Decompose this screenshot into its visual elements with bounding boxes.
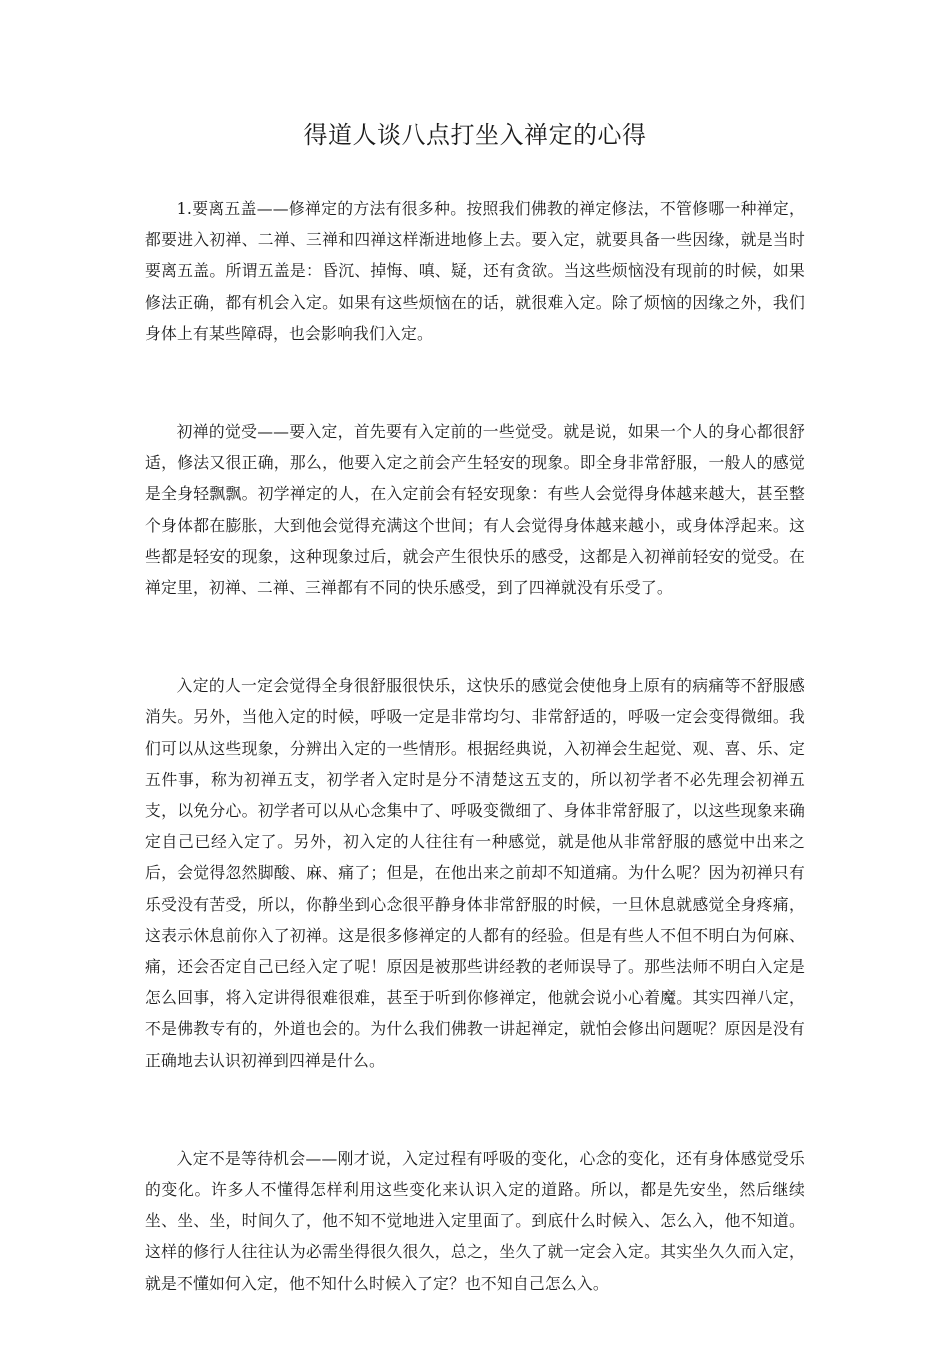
paragraph-ru-ding-kuai-le: 入定的人一定会觉得全身很舒服很快乐，这快乐的感觉会使他身上原有的病痛等不舒服感消失。另外，当他入定的时候，呼吸一定是非常均匀、非常舒适的，呼吸一定会变得微细。我们可以从这些现象，分辨出入定的一些情形。根据经典说，入初禅会生起觉、观、喜、乐、定五件事，称为初禅五支，初学者入定时是分不清楚这五支的，所以初学者不必先理会初禅五支，以免分心。初学者可以从心念集中了、呼吸变微细了、身体非常舒服了，以这些现象来确定自己已经入定了。另外，初入定的人往往有一种感觉，就是他从非常舒服的感觉中出来之后，会觉得忽然脚酸、麻、痛了；但是，在他出来之前却不知道痛。为什么呢？因为初禅只有乐受没有苦受，所以，你静坐到心念很平静身体非常舒服的时候，一旦休息就感觉全身疼痛，这表示休息前你入了初禅。这是很多修禅定的人都有的经验。但是有些人不但不明白为何麻、痛，还会否定自己已经入定了呢！原因是被那些讲经教的老师误导了。那些法师不明白入定是怎么回事，将入定讲得很难很难，甚至于听到你修禅定，他就会说小心着魔。其实四禅八定，不是佛教专有的，外道也会的。为什么我们佛教一讲起禅定，就怕会修出问题呢？原因是没有正确地去认识初禅到四禅是什么。 (145, 676, 805, 1070)
document-title: 得道人谈八点打坐入禅定的心得 (303, 121, 647, 149)
paragraph-ru-ding-bu-shi-deng-dai: 入定不是等待机会——刚才说，入定过程有呼吸的变化，心念的变化，还有身体感觉受乐的变化。许多人不懂得怎样利用这些变化来认识入定的道路。所以，都是先安坐，然后继续坐、坐、坐，时间久了，他不知不觉地进入定里面了。到底什么时候入、怎么入，他不知道。这样的修行人往往认为必需坐得很久很久，总之，坐久了就一定会入定。其实坐久久而入定，就是不懂如何入定，他不知什么时候入了定？也不知自己怎么入。 (145, 1148, 805, 1293)
document-body (145, 193, 805, 1366)
paragraph-wu-gai: 1.要离五盖——修禅定的方法有很多种。按照我们佛教的禅定修法，不管修哪一种禅定，都要进入初禅、二禅、三禅和四禅这样渐进地修上去。要入定，就要具备一些因缘，就是当时要离五盖。所谓五盖是：昏沉、掉悔、嗔、疑，还有贪欲。当这些烦恼没有现前的时候，如果修法正确，都有机会入定。如果有这些烦恼在的话，就很难入定。除了烦恼的因缘之外，我们身体上有某些障碍，也会影响我们入定。 (145, 199, 805, 343)
paragraph-chu-chan-jue-shou: 初禅的觉受——要入定，首先要有入定前的一些觉受。就是说，如果一个人的身心都很舒适，修法又很正确，那么，他要入定之前会产生轻安的现象。即全身非常舒服，一般人的感觉是全身轻飘飘。初学禅定的人，在入定前会有轻安现象：有些人会觉得身体越来越大，甚至整个身体都在膨胀，大到他会觉得充满这个世间；有人会觉得身体越来越小，或身体浮起来。这些都是轻安的现象，这种现象过后，就会产生很快乐的感受，这都是入初禅前轻安的觉受。在禅定里，初禅、二禅、三禅都有不同的快乐感受，到了四禅就没有乐受了。 (145, 422, 805, 598)
